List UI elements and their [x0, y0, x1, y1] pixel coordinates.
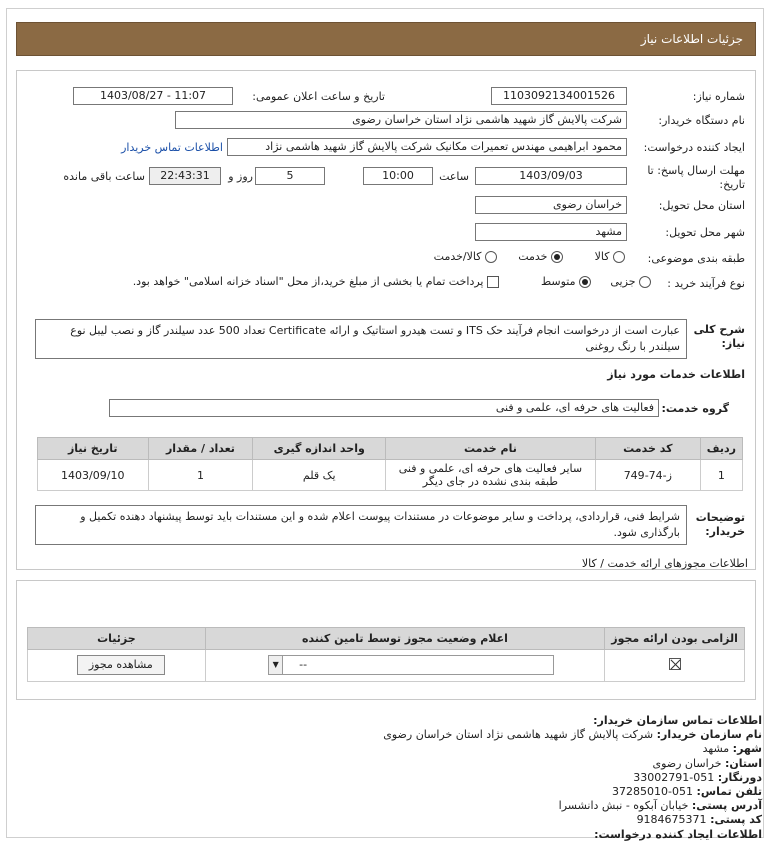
- col-header-permit-required: الزامی بودن ارائه مجوز: [605, 628, 745, 650]
- col-header-service-name: نام خدمت: [385, 438, 595, 460]
- contact-section-title: اطلاعات تماس سازمان خریدار:: [593, 714, 762, 727]
- summary-label: شرح کلی نیاز:: [693, 323, 745, 350]
- col-header-unit: واحد اندازه گیری: [253, 438, 386, 460]
- table-row: [38, 460, 743, 491]
- cell-unit: یک قلم: [253, 460, 386, 491]
- announce-date-field[interactable]: 1403/08/27 - 11:07: [73, 87, 233, 105]
- checkbox-icon: [487, 276, 499, 288]
- need-details-panel: [16, 70, 756, 570]
- contact-province-row: استان: خراسان رضوی: [652, 756, 762, 770]
- permits-table: [27, 627, 745, 682]
- radio-icon: [639, 276, 651, 288]
- city-field[interactable]: مشهد: [475, 223, 627, 241]
- need-number-label: شماره نیاز:: [692, 90, 745, 103]
- city-label: شهر محل تحویل:: [665, 226, 745, 239]
- chevron-down-icon: ▼: [269, 656, 283, 674]
- category-option-service[interactable]: خدمت: [518, 250, 563, 263]
- buyer-notes-label: توضیحات خریدار:: [695, 511, 745, 538]
- process-label: نوع فرآیند خرید :: [667, 277, 745, 290]
- permits-section-title: اطلاعات مجوزهای ارائه خدمت / کالا: [581, 557, 748, 570]
- deadline-date-field[interactable]: 1403/09/03: [475, 167, 627, 185]
- creator-field[interactable]: محمود ابراهیمی مهندس تعمیرات مکانیک شرکت پالایش گاز شهید هاشمی نژاد: [227, 138, 627, 156]
- col-header-permit-details: جزئیات: [28, 628, 206, 650]
- cell-permit-status: [205, 650, 604, 682]
- cell-need-date: 1403/09/10: [38, 460, 149, 491]
- view-permit-button[interactable]: مشاهده مجوز: [77, 655, 165, 675]
- service-group-field[interactable]: فعالیت های حرفه ای، علمی و فنی: [109, 399, 659, 417]
- page-title: جزئیات اطلاعات نیاز: [640, 32, 743, 46]
- permit-status-value: --: [299, 658, 308, 671]
- deadline-time-field[interactable]: 10:00: [363, 167, 433, 185]
- permit-status-select[interactable]: [268, 655, 554, 675]
- services-section-title: اطلاعات خدمات مورد نیاز: [607, 368, 745, 381]
- buyer-contact-info: [12, 714, 762, 842]
- buyer-contact-link[interactable]: اطلاعات تماس خریدار: [121, 141, 223, 154]
- permits-panel: [16, 580, 756, 700]
- buyer-notes-text: شرایط فنی، قراردادی، پرداخت و سایر موضوعات در مستندات پیوست اعلام شده و این مستندات باید توسط پیشنهاد دهنده تکمیل و بارگذاری شود.: [35, 505, 687, 545]
- services-table: [37, 437, 743, 491]
- contact-org-row: نام سازمان خریدار: شرکت پالایش گاز شهید هاشمی نژاد استان خراسان رضوی: [383, 728, 762, 742]
- announce-date-label: تاریخ و ساعت اعلان عمومی:: [252, 90, 385, 103]
- treasury-payment-option[interactable]: پرداخت تمام یا بخشی از مبلغ خرید،از محل "اسناد خزانه اسلامی" خواهد بود.: [133, 275, 499, 288]
- checkbox-checked-icon: [669, 658, 681, 670]
- col-header-row-number: ردیف: [700, 438, 742, 460]
- days-field[interactable]: 5: [255, 167, 325, 185]
- col-header-service-code: کد خدمت: [595, 438, 700, 460]
- remaining-time-field: 22:43:31: [149, 167, 221, 185]
- summary-text: عبارت است از درخواست انجام فرآیند حک ITS و تست هیدرو استاتیک و ارائه Certificate تعداد 500 عدد سیلندر گاز و نصب لیبل نوع سیلندر با رنگ روغنی: [35, 319, 687, 359]
- service-group-label: گروه خدمت:: [661, 402, 729, 415]
- creator-section-title: اطلاعات ایجاد کننده درخواست:: [594, 827, 762, 841]
- province-label: استان محل تحویل:: [658, 199, 745, 212]
- cell-quantity: 1: [148, 460, 253, 491]
- category-option-goods[interactable]: کالا: [595, 250, 625, 263]
- contact-postal-row: کد پستی: 9184675371: [636, 813, 762, 827]
- category-option-goods-service[interactable]: کالا/خدمت: [434, 250, 497, 263]
- radio-icon: [613, 251, 625, 263]
- radio-selected-icon: [579, 276, 591, 288]
- buyer-field[interactable]: شرکت پالایش گاز شهید هاشمی نژاد استان خراسان رضوی: [175, 111, 627, 129]
- category-label: طبقه بندی موضوعی:: [647, 252, 745, 265]
- cell-service-code: ز-74-749: [595, 460, 700, 491]
- col-header-need-date: تاریخ نیاز: [38, 438, 149, 460]
- radio-icon: [485, 251, 497, 263]
- cell-permit-required: [605, 650, 745, 682]
- contact-city-row: شهر: مشهد: [702, 742, 762, 756]
- table-row: [28, 650, 745, 682]
- province-field[interactable]: خراسان رضوی: [475, 196, 627, 214]
- page-header: [16, 22, 756, 56]
- deadline-time-label: ساعت: [439, 170, 469, 183]
- buyer-label: نام دستگاه خریدار:: [658, 114, 745, 127]
- remaining-label: ساعت باقی مانده: [63, 170, 145, 183]
- cell-service-name: سایر فعالیت های حرفه ای، علمی و فنی طبقه بندی نشده در جای دیگر: [385, 460, 595, 491]
- col-header-quantity: تعداد / مقدار: [148, 438, 253, 460]
- contact-phone-row: تلفن تماس: 051-37285010: [612, 785, 762, 799]
- need-number-field[interactable]: 1103092134001526: [491, 87, 627, 105]
- process-option-medium[interactable]: متوسط: [541, 275, 591, 288]
- contact-address-row: آدرس پستی: خیابان آبکوه - نبش دانشسرا: [558, 799, 762, 813]
- creator-label: ایجاد کننده درخواست:: [643, 141, 745, 154]
- deadline-label: مهلت ارسال پاسخ: تا تاریخ:: [647, 164, 745, 191]
- process-option-minor[interactable]: جزیی: [610, 275, 651, 288]
- col-header-permit-status: اعلام وضعیت مجوز توسط تامین کننده: [205, 628, 604, 650]
- days-label: روز و: [228, 170, 253, 183]
- cell-row-number: 1: [700, 460, 742, 491]
- contact-fax-row: دورنگار: 051-33002791: [633, 770, 762, 784]
- radio-selected-icon: [551, 251, 563, 263]
- cell-permit-details: [28, 650, 206, 682]
